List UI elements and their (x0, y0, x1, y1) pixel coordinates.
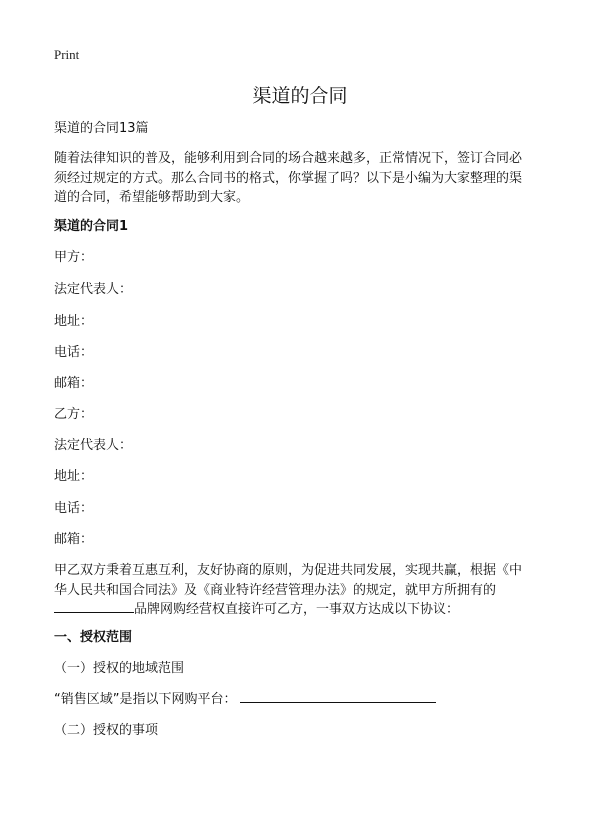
party-a-phone: 电话： (54, 345, 94, 360)
intro-line: 须经过规定的方式。那么合同书的格式，你掌握了吗？以下是小编为大家整理的渠 (54, 170, 523, 186)
party-a-label: 甲方： (54, 250, 94, 265)
sales-region-label: “销售区域”是指以下网购平台： (54, 692, 237, 707)
intro-line: 随着法律知识的普及，能够利用到合同的场合越来越多，正常情况下，签订合同必 (54, 151, 523, 166)
sales-region-line (54, 690, 436, 709)
agreement-line: 华人民共和国合同法》及《商业特许经营管理办法》的规定，就甲方所拥有的 (54, 582, 497, 598)
party-b-label: 乙方： (54, 407, 94, 422)
party-a-address: 地址： (54, 314, 94, 329)
party-a-postcode: 邮箱： (54, 376, 94, 391)
party-b-address: 地址： (54, 469, 94, 484)
agreement-line-with-blank (54, 600, 554, 620)
clause-1-2: （二）授权的事项 (54, 723, 159, 738)
clause-1-1: （一）授权的地域范围 (54, 661, 185, 676)
intro-line: 道的合同，希望能够帮助到大家。 (54, 190, 250, 205)
party-b-phone: 电话： (54, 501, 94, 516)
party-b-postcode: 邮箱： (54, 532, 94, 547)
document-subtitle: 渠道的合同13篇 (54, 121, 149, 136)
agreement-line: 品牌网购经营权直接许可乙方，一事双方达成以下协议： (134, 602, 460, 617)
intro-paragraph (54, 149, 554, 208)
party-b-rep: 法定代表人： (54, 438, 133, 453)
print-link[interactable]: Print (54, 47, 80, 62)
document-title: 渠道的合同 (252, 85, 348, 107)
sales-region-blank (240, 690, 436, 703)
brand-blank (54, 600, 134, 613)
agreement-paragraph (54, 561, 554, 620)
agreement-line: 甲乙双方秉着互惠互利，友好协商的原则，为促进共同发展，实现共赢，根据《中 (54, 563, 523, 578)
section-heading: 渠道的合同1 (54, 219, 129, 234)
clause-1-heading: 一、授权范围 (54, 630, 133, 645)
party-a-rep: 法定代表人： (54, 282, 133, 297)
